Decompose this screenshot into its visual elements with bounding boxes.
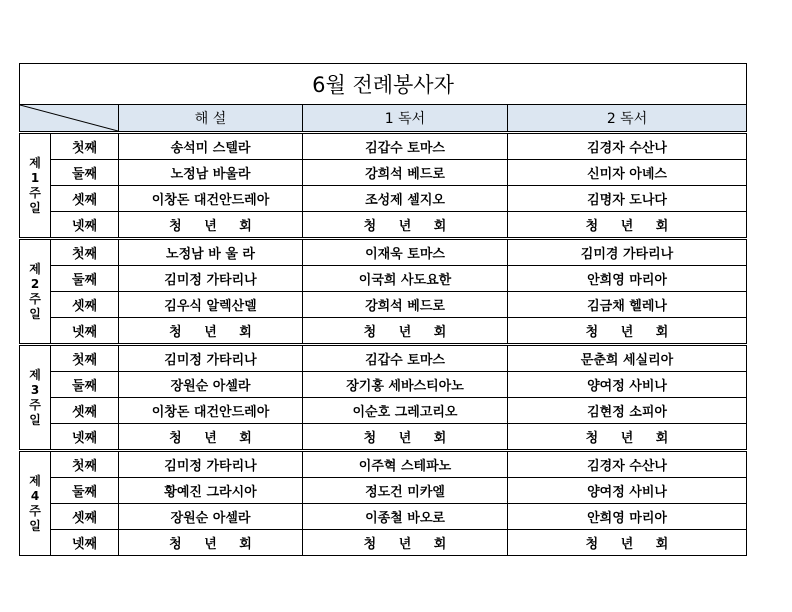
order-cell: 셋째 [51, 292, 119, 318]
commentary-cell: 장원순 아셀라 [119, 372, 303, 398]
commentary-cell: 장원순 아셀라 [119, 504, 303, 530]
reading-1-cell: 이종철 바오로 [303, 504, 508, 530]
reading-2-cell: 양여정 사비나 [508, 372, 747, 398]
week-label-char: 제 [29, 155, 41, 170]
commentary-cell: 청 년 회 [119, 424, 303, 451]
schedule-table [19, 63, 747, 556]
week-label-char: 일 [29, 306, 41, 321]
reading-2-cell: 청 년 회 [508, 212, 747, 239]
week-label-char: 주 [29, 185, 41, 200]
commentary-cell: 이창돈 대건안드레아 [119, 398, 303, 424]
week-label-char: 주 [29, 291, 41, 306]
order-cell: 첫째 [51, 451, 119, 478]
reading-2-cell: 김현정 소피아 [508, 398, 747, 424]
reading-1-cell: 청 년 회 [303, 318, 508, 345]
commentary-cell: 청 년 회 [119, 318, 303, 345]
table-row [20, 160, 747, 186]
reading-2-cell: 김미경 가타리나 [508, 239, 747, 266]
table-row [20, 186, 747, 212]
table-row [20, 318, 747, 345]
commentary-cell: 김미정 가타리나 [119, 451, 303, 478]
page-title: 6월 전례봉사자 [20, 64, 747, 105]
table-row [20, 133, 747, 160]
reading-1-cell: 장기홍 세바스티아노 [303, 372, 508, 398]
reading-1-cell: 청 년 회 [303, 530, 508, 556]
header-reading-1: 1 독서 [303, 105, 508, 133]
reading-2-cell: 청 년 회 [508, 318, 747, 345]
reading-2-cell: 김명자 도나다 [508, 186, 747, 212]
order-cell: 넷째 [51, 530, 119, 556]
week-label-char: 2 [30, 276, 40, 291]
reading-1-cell: 이주혁 스테파노 [303, 451, 508, 478]
reading-2-cell: 안희영 마리아 [508, 504, 747, 530]
order-cell: 첫째 [51, 239, 119, 266]
order-cell: 셋째 [51, 504, 119, 530]
reading-1-cell: 조성제 셀지오 [303, 186, 508, 212]
order-cell: 셋째 [51, 398, 119, 424]
table-row [20, 372, 747, 398]
table-row [20, 530, 747, 556]
week-label-char: 일 [29, 518, 41, 533]
order-cell: 넷째 [51, 212, 119, 239]
week-label-char: 4 [30, 488, 40, 503]
commentary-cell: 김미정 가타리나 [119, 266, 303, 292]
order-cell: 첫째 [51, 345, 119, 372]
reading-2-cell: 신미자 아녜스 [508, 160, 747, 186]
reading-1-cell: 이재욱 토마스 [303, 239, 508, 266]
week-label-char: 주 [29, 503, 41, 518]
reading-2-cell: 청 년 회 [508, 424, 747, 451]
table-row [20, 424, 747, 451]
table-row [20, 504, 747, 530]
commentary-cell: 노정남 바울라 [119, 160, 303, 186]
commentary-cell: 황예진 그라시아 [119, 478, 303, 504]
commentary-cell: 청 년 회 [119, 212, 303, 239]
order-cell: 첫째 [51, 133, 119, 160]
reading-1-cell: 청 년 회 [303, 212, 508, 239]
week-label-char: 3 [30, 382, 40, 397]
table-row [20, 398, 747, 424]
week-label-char: 일 [29, 412, 41, 427]
week-label-char: 제 [29, 473, 41, 488]
reading-2-cell: 김경자 수산나 [508, 133, 747, 160]
reading-2-cell: 문춘희 세실리아 [508, 345, 747, 372]
commentary-cell: 청 년 회 [119, 530, 303, 556]
commentary-cell: 김미정 가타리나 [119, 345, 303, 372]
week-label [20, 239, 51, 345]
table-row [20, 451, 747, 478]
week-label-char: 주 [29, 397, 41, 412]
week-label-char: 일 [29, 200, 41, 215]
order-cell: 둘째 [51, 160, 119, 186]
table-row [20, 345, 747, 372]
week-label-char: 제 [29, 367, 41, 382]
week-label-char: 제 [29, 261, 41, 276]
week-label [20, 345, 51, 451]
commentary-cell: 이창돈 대건안드레아 [119, 186, 303, 212]
week-label [20, 133, 51, 239]
table-row [20, 266, 747, 292]
order-cell: 둘째 [51, 478, 119, 504]
reading-1-cell: 이순호 그레고리오 [303, 398, 508, 424]
table-row [20, 478, 747, 504]
commentary-cell: 노정남 바 울 라 [119, 239, 303, 266]
order-cell: 넷째 [51, 318, 119, 345]
reading-1-cell: 청 년 회 [303, 424, 508, 451]
order-cell: 넷째 [51, 424, 119, 451]
reading-1-cell: 김갑수 토마스 [303, 133, 508, 160]
table-row [20, 239, 747, 266]
commentary-cell: 송석미 스텔라 [119, 133, 303, 160]
diagonal-line [20, 105, 118, 131]
reading-2-cell: 김금채 헬레나 [508, 292, 747, 318]
reading-2-cell: 김경자 수산나 [508, 451, 747, 478]
table-row [20, 212, 747, 239]
reading-2-cell: 양여정 사비나 [508, 478, 747, 504]
reading-2-cell: 청 년 회 [508, 530, 747, 556]
header-reading-2: 2 독서 [508, 105, 747, 133]
table-row [20, 292, 747, 318]
order-cell: 셋째 [51, 186, 119, 212]
week-label-char: 1 [30, 170, 40, 185]
reading-2-cell: 안희영 마리아 [508, 266, 747, 292]
order-cell: 둘째 [51, 372, 119, 398]
reading-1-cell: 김갑수 토마스 [303, 345, 508, 372]
reading-1-cell: 이국희 사도요한 [303, 266, 508, 292]
reading-1-cell: 강희석 베드로 [303, 292, 508, 318]
commentary-cell: 김우식 알렉산델 [119, 292, 303, 318]
diagonal-header-cell [20, 105, 119, 133]
reading-1-cell: 강희석 베드로 [303, 160, 508, 186]
order-cell: 둘째 [51, 266, 119, 292]
reading-1-cell: 정도건 미카엘 [303, 478, 508, 504]
header-commentary: 해 설 [119, 105, 303, 133]
week-label [20, 451, 51, 556]
